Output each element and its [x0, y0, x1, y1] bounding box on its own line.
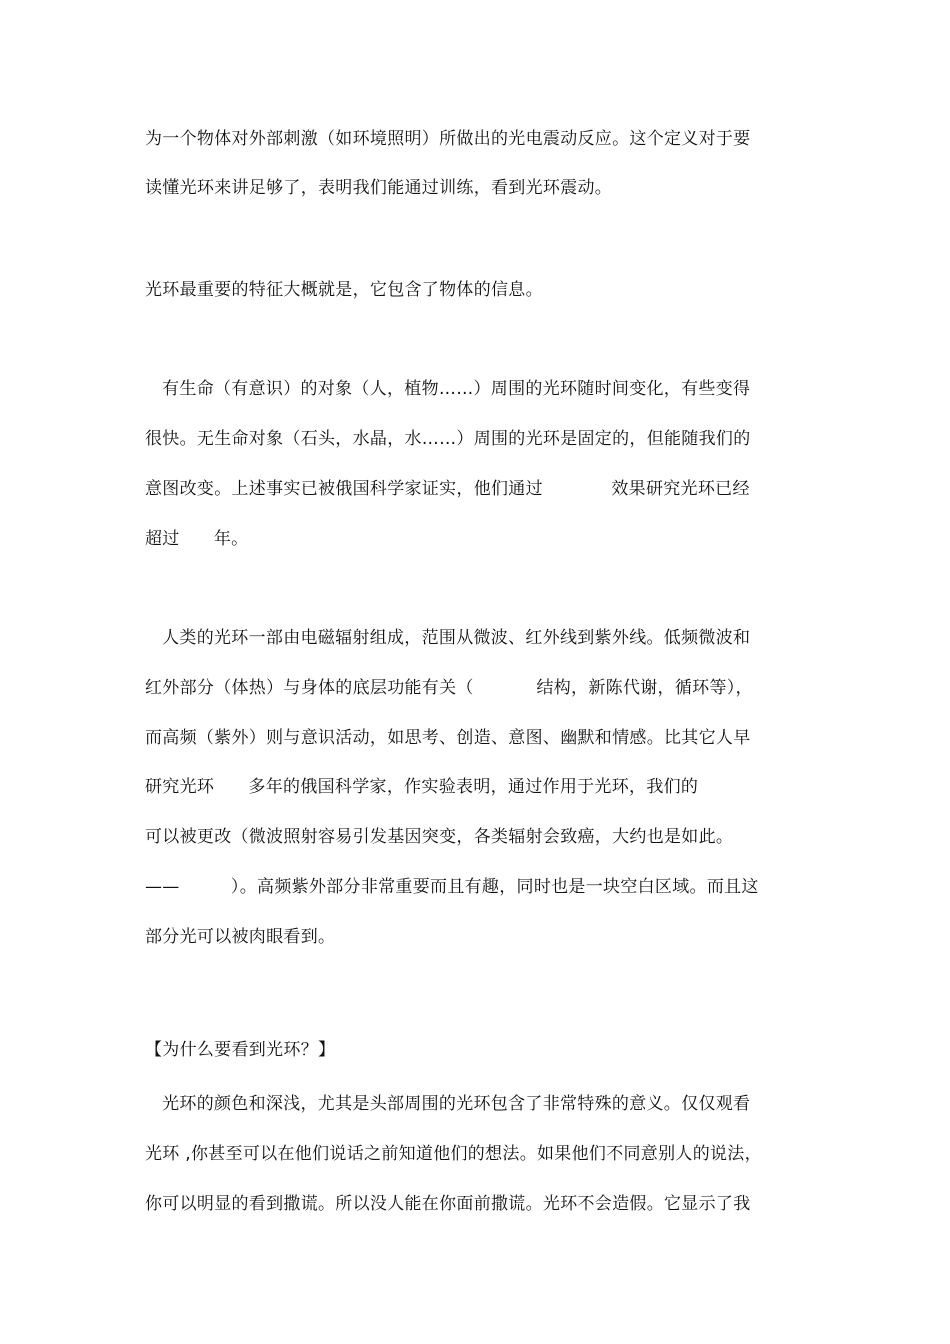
paragraph-line: 有生命（有意识）的对象（人，植物……）周围的光环随时间变化，有些变得 [145, 379, 751, 399]
paragraph-line: 读懂光环来讲足够了，表明我们能通过训练，看到光环震动。 [145, 178, 613, 198]
section-heading: 【为什么要看到光环？】 [145, 1040, 336, 1060]
paragraph-line: 为一个物体对外部刺激（如环境照明）所做出的光电震动反应。这个定义对于要 [145, 129, 751, 149]
paragraph-line: 超过 年。 [145, 529, 249, 549]
paragraph-line: 而高频（紫外）则与意识活动，如思考、创造、意图、幽默和情感。比其它人早 [145, 728, 751, 748]
paragraph-line: 可以被更改（微波照射容易引发基因突变，各类辐射会致癌，大约也是如此。 [145, 827, 734, 847]
paragraph-line: 光环的颜色和深浅，尤其是头部周围的光环包含了非常特殊的意义。仅仅观看 [145, 1094, 751, 1114]
paragraph-line: 人类的光环一部由电磁辐射组成，范围从微波、红外线到紫外线。低频微波和 [145, 628, 751, 648]
paragraph-line: 红外部分（体热）与身体的底层功能有关（ 结构，新陈代谢，循环等）， [145, 678, 753, 698]
paragraph-line: 你可以明显的看到撒谎。所以没人能在你面前撒谎。光环不会造假。它显示了我 [145, 1194, 751, 1214]
paragraph-line: 光环 ,你甚至可以在他们说话之前知道他们的想法。如果他们不同意别人的说法， [145, 1144, 762, 1164]
paragraph-line: 光环最重要的特征大概就是，它包含了物体的信息。 [145, 280, 543, 300]
paragraph-line: 部分光可以被肉眼看到。 [145, 927, 336, 947]
paragraph-line: 很快。无生命对象（石头，水晶，水……）周围的光环是固定的，但能随我们的 [145, 429, 751, 449]
paragraph-line: 研究光环 多年的俄国科学家，作实验表明，通过作用于光环，我们的 [145, 777, 699, 797]
paragraph-line: —— ）。高频紫外部分非常重要而且有趣，同时也是一块空白区域。而且这 [145, 877, 759, 897]
paragraph-line: 意图改变。上述事实已被俄国科学家证实，他们通过 效果研究光环已经 [145, 479, 750, 499]
